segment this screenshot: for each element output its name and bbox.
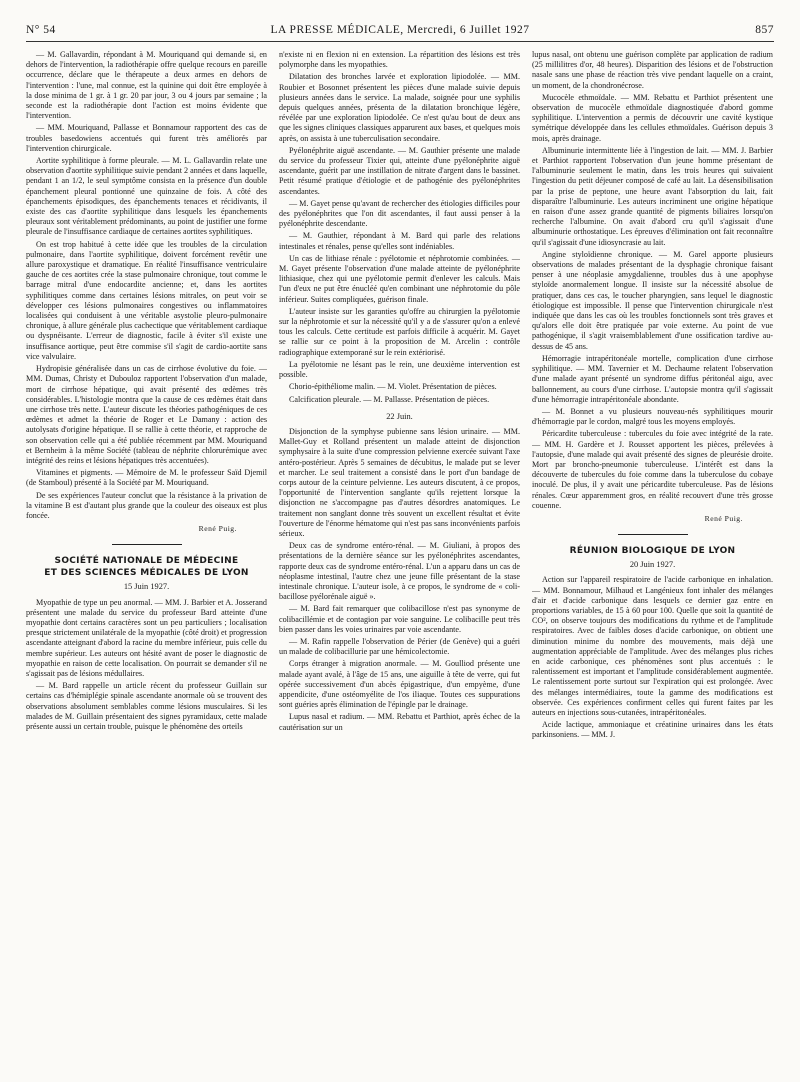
paragraph: Calcification pleurale. — M. Pallasse. Présentation de pièces.	[289, 394, 490, 404]
session-date: 22 Juin.	[386, 411, 413, 421]
section-title-line-2: ET DES SCIENCES MÉDICALES DE LYON	[44, 568, 249, 579]
columns	[26, 50, 774, 1080]
paragraph: Chorio-épithéliome malin. — M. Violet. Présentation de pièces.	[289, 382, 497, 392]
section-date: 20 Juin 1927.	[629, 560, 676, 570]
paragraph: — MM. Mouriquand, Pallasse et Bonnamour rapportent des cas de troubles basedowiens accentués qui furent très améliorés par l'intervention chirurgicale.	[26, 123, 267, 153]
paragraph: De ses expériences l'auteur conclut que la résistance à la privation de la vitamine B est d'autant plus grande que la couleur des oiseaux est plus foncée.	[26, 490, 267, 520]
paragraph: lupus nasal, ont obtenu une guérison complète par application de radium (25 millilitres d'or, 48 heures). Disparition des lésions et de l'obstruction nasale sans une phase de réaction très vive pendant laquelle on a craint, un moment, de la chondronécrose.	[532, 50, 773, 90]
paragraph: — M. Bard rappelle un article récent du professeur Guillain sur certains cas d'hémiplégie spinale ascendante anormale où se trouvent des observations absolument semblables comme lésions musculaires. Si les malades de M. Guillain présentaient des signes pyramidaux, cette malade présente aussi un certain trouble, puisque le phénomène des orteils	[26, 681, 267, 731]
paragraph: — M. Bonnet a vu plusieurs nouveau-nés syphilitiques mourir d'hémorragie par le cordon, malgré tous les moyens employés.	[532, 406, 773, 427]
section-divider	[112, 544, 182, 545]
paragraph: Péricardite tuberculeuse : tubercules du foie avec intégrité de la rate. — MM. H. Gardère et J. Rousset apportent les pièces, prélevées à l'autopsie, d'une malade qui avait présenté des signes de pleurésie droite. Mort par broncho-pneumonie tuberculeuse. L'intérêt est dans la découverte de tubercules du foie comme dans la tuberculose du cobaye inoculé. De plus, il y avait une péricardite tuberculeuse. Pas de lésions rénales. Cœur apparemment gros, en réalité recouvert d'une très grosse couenne.	[532, 429, 773, 510]
paragraph: Action sur l'appareil respiratoire de l'acide carbonique en inhalation. — MM. Bonnamour, Milhaud et Langénieux font inhaler des mélanges d'air et d'acide carbonique dans lesquels ce dernier gaz entre en proportions variables, de 15 à 60 pour 100. Quelle que soit la quantité de CO², on observe toujours des modifications du rythme et de l'amplitude respiratoires. Avec de faibles doses d'acide carbonique, on obtient une diminution minime du nombre des mouvements, mais déjà une augmentation appréciable de l'amplitude. Avec des mélanges plus riches en acide carbonique, ces phénomènes sont plus accentués : le ralentissement est important et l'amplitude considérablement augmentée. Le ralentissement porte surtout sur l'expiration qui est prolongée. Avec des mélanges intermédiaires, toute la gamme des modifications est observée. Ces expériences confirment celles qui furent faites par les auteurs en injections sous-cutanées, intrapéritonéales.	[532, 575, 773, 717]
issue-number: N° 54	[26, 24, 56, 36]
paragraph: Mucocèle ethmoïdale. — MM. Rebattu et Parthiot présentent une observation de mucocèle ethmoïdale diagnostiquée d'abord gomme syphilitique. L'intervention a permis de découvrir une cavité kystique symétrique développée dans les cellules ethmoïdales. Guérison depuis 3 mois, après drainage.	[532, 92, 773, 143]
paragraph: Corps étranger à migration anormale. — M. Goulliod présente une malade ayant avalé, à l'âge de 15 ans, une aiguille à tête de verre, qui fut opérée successivement d'un abcès épigastrique, d'un empyème, d'une appendicite, d'une ostéomyélite de l'os iliaque. Toutes ces suppurations sont guéries après élimination de l'épingle par le drainage.	[279, 659, 520, 710]
column-1	[26, 50, 267, 1080]
paragraph: — M. Gauthier, répondant à M. Bard qui parle des relations intestinales et rénales, pense qu'elles sont indéniables.	[279, 231, 520, 251]
paragraph: Hydropisie généralisée dans un cas de cirrhose évolutive du foie. — MM. Dumas, Christy et Dubouloz rapportent l'observation d'un malade, mort de cirrhose hépatique, qui avait présenté des œdèmes très considérables. L'histologie montra que la cause de ces œdèmes était dans une cirrhose très nette. L'auteur discute les théories pathogéniques de ces œdèmes et admet la théorie de Roger et Le Damany : action des autolysats d'origine hépatique. Il se rallie à cette théorie, et rapproche de son observation celle qui a été publiée récemment par MM. Mouriquand et Bernheim à la même Société (tableau de néphrite chlorurémique avec intégrité des reins et lésions hépatiques très accentuées).	[26, 364, 267, 465]
paragraph: Lupus nasal et radium. — MM. Rebattu et Parthiot, après échec de la cautérisation sur un	[279, 712, 520, 732]
journal-title: LA PRESSE MÉDICALE, Mercredi, 6 Juillet 1927	[270, 24, 530, 36]
page-header	[26, 22, 774, 42]
paragraph: Albuminurie intermittente liée à l'ingestion de lait. — MM. J. Barbier et Parthiot rapportent l'observation d'un jeune homme présentant de l'albuminurie seulement le matin, dans les trois heures qui suivaient l'ingestion du petit déjeuner composé de café au lait. La désensibilisation par la prise de peptone, une heure avant l'absorption du lait, fait disparaître l'albuminurie. Les auteurs incriminent une origine hépatique en raison d'une assez grande quantité de pigments biliaires lorsqu'on recherche l'albumine. On avait d'abord cru qu'il s'agissait d'une albuminurie orthostatique. Les épreuves d'élimination ont fait reconnaître qu'il s'agissait d'une idiosyncrasie au lait.	[532, 145, 773, 247]
paragraph: Dilatation des bronches larvée et exploration lipiodolée. — MM. Roubier et Bosonnet présentent les pièces d'une malade suivie depuis plusieurs années dans le service. La malade, soignée pour une syphilis depuis quelques années, présenta de la dilatation bronchique légère, révélée par une exploration lipiodolée. Ce n'est qu'au bout de deux ans que les signes cliniques classiques apparurent aux bases, et quelques mois après, on assista à une tuberculisation secondaire.	[279, 72, 520, 143]
page-number: 857	[755, 24, 774, 36]
signature: René Puig.	[198, 524, 237, 534]
paragraph: L'auteur insiste sur les garanties qu'offre au chirurgien la pyélotomie sur la néphrotomie et sur la nécessité qu'il y a de s'assurer qu'on a enlevé tous les calculs. Cette certitude est parfois difficile à acquérir. M. Gayet se rallie sur ce point à la proposition de M. Arcelin : contrôle radiographique extemporané sur le rein extériorisé.	[279, 306, 520, 357]
paragraph: Hémorragie intrapéritonéale mortelle, complication d'une cirrhose syphilitique. — MM. Tavernier et M. Dechaume relatent l'observation d'une malade ayant présenté un syndrome diffus péritonéal aigu, avec ballonnement, au cours d'une cirrhose. L'autopsie montra qu'il s'agissait d'une hémorragie intrapéritonéale abondante.	[532, 353, 773, 404]
paragraph: — M. Bard fait remarquer que colibacillose n'est pas synonyme de colibacillémie et de contagion par voie sanguine. Le colibacille peut très bien passer dans les voies urinaires par voie ascendante.	[279, 604, 520, 634]
signature: René Puig.	[704, 513, 743, 523]
paragraph: — M. Rafin rappelle l'observation de Périer (de Genève) qui a guéri un malade de colibacillurie par une hémicolectomie.	[279, 636, 520, 657]
paragraph: Acide lactique, ammoniaque et créatinine urinaires dans les états parkinsoniens. — MM. J.	[532, 720, 773, 740]
paragraph: Aortite syphilitique à forme pleurale. — M. L. Gallavardin relate une observation d'aortite syphilitique suivie pendant 2 années et dans laquelle, pendant 1 an 1/2, le seul symptôme consista en la présence d'un double épanchement pleural pontionné une quinzaine de fois. A côté des épanchements épisodiques, des épanchements tenaces et récidivants, il existe des cas d'aortite syphilitique dans lesquels les épanchements pleuraux sont véritablement prédominants, au point de justifier une forme pleurale de l'insuffisance cardiaque de certaines aortites syphilitiques.	[26, 156, 267, 237]
section-title	[26, 555, 267, 579]
paragraph: — M. Gayet pense qu'avant de rechercher des étiologies difficiles pour des pyélonéphrites que l'on dit ascendantes, il faut aussi penser à la pyélonéphrite descendante.	[279, 198, 520, 229]
paragraph: Pyélonéphrite aiguë ascendante. — M. Gauthier présente une malade du service du professeur Tixier qui, atteinte d'une pyélonéphrite aiguë ascendante, guérit par une instillation de nitrate d'argent dans le bassinet. Petit résumé pratique d'étiologie et de pathogénie des pyélonéphrites ascendantes.	[279, 145, 520, 196]
paragraph: Deux cas de syndrome entéro-rénal. — M. Giuliani, à propos des présentations de la dernière séance sur les pyélonéphrites ascendantes, rapporte deux cas de syndrome entéro-rénal. L'un a apparu dans un cas de néoplasme intestinal, l'autre chez une jeune fille présentant de la stase intestinale chronique. L'auteur isole, à ce propos, le syndrome de « coli-bacillose pyélorénale aiguë ».	[279, 541, 520, 602]
column-3	[532, 50, 773, 1080]
section-title-line-1: SOCIÉTÉ NATIONALE DE MÉDECINE	[54, 556, 239, 567]
column-2	[279, 50, 520, 1080]
paragraph: La pyélotomie ne lésant pas le rein, une deuxième intervention est possible.	[279, 359, 520, 380]
paragraph: Disjonction de la symphyse pubienne sans lésion urinaire. — MM. Mallet-Guy et Rolland présentent un malade atteint de disjonction symphysaire à la suite d'une compression pelvienne exercée suivant l'axe antéro-postérieur. Après 5 semaines de décubitus, le malade put se lever et marcher. Le seul traitement a consisté dans le port d'un bandage de corps autour de la ceinture pelvienne. Les auteurs discutent, à ce propos, l'opportunité de l'intervention sanglante qu'ils rejettent lorsque la disjonction ne s'accompagne pas d'autres désordres anatomiques. Le traitement non sanglant donne très souvent un excellent résultat et évite l'ouverture de l'énorme hématome qui n'est pas sans inconvénients parfois sérieux.	[279, 426, 520, 538]
section-title: RÉUNION BIOLOGIQUE DE LYON	[569, 546, 736, 557]
paragraph: Myopathie de type un peu anormal. — MM. J. Barbier et A. Josserand présentent une malade du service du professeur Bard atteinte d'une myopathie dont certains caractères sont un peu particuliers ; localisation presque strictement unilatérale de la myopathie (côté droit) et progression ascendante atteignant d'abord la racine du membre inférieur, puis celle du membre supérieur. Les auteurs ont hésité avant de poser le diagnostic de myopathie en raison de cette localisation. On pourrait se demander s'il ne s'agissait pas de lésions médullaires.	[26, 597, 267, 678]
section-date: 15 Juin 1927.	[123, 582, 170, 592]
paragraph: Un cas de lithiase rénale : pyélotomie et néphrotomie combinées. — M. Gayet présente l'observation d'une malade atteinte de pyélonéphrite lithiasique, chez qui une pyélotomie permit d'enlever les calculs. Mais l'un d'eux ne put être énucléé qu'en combinant une néphrotomie du pôle inférieur. Suites compliquées, guérison finale.	[279, 253, 520, 304]
paragraph: n'existe ni en flexion ni en extension. La répartition des lésions est très polymorphe dans les myopathies.	[279, 50, 520, 70]
paragraph: — M. Gallavardin, répondant à M. Mouriquand qui demande si, en dehors de l'intervention, la radiothérapie offre quelque recours en pareille occurrence, déclare que le thérapeute a deux armes en dehors de l'intervention : l'une, mal connue, est la quinine qui doit être employée à la dose minima de 1 gr. à 1 gr. 20 par jour, 3 ou 4 jours par semaine ; la seconde est la radiothérapie dont l'action est moins évidente que l'intervention.	[26, 50, 267, 121]
section-divider	[618, 534, 688, 535]
paragraph: Vitamines et pigments. — Mémoire de M. le professeur Saïd Djemil (de Stamboul) présenté à la Société par M. Mouriquand.	[26, 468, 267, 488]
paragraph: Angine styloïdienne chronique. — M. Garel apporte plusieurs observations de malades présentant de la dysphagie chronique faisant penser à une néoplasie amygdalienne, troubles dus à une apophyse styloïde anormalement longue. Il insiste sur la nécessité absolue de pratiquer, dans ces cas, le toucher pharyngien, sans lequel le diagnostic étiologique est impossible. Il pense que l'intervention chirurgicale n'est indiquée que dans les cas où les troubles fonctionnels sont très graves et qu'alors elle doit être pratiquée par voie externe. Au point de vue pathogénique, il s'agit vraisemblablement d'une ossification tardive au-dessus de 45 ans.	[532, 249, 773, 351]
paragraph: On est trop habitué à cette idée que les troubles de la circulation pulmonaire, dans l'aortite syphilitique, doivent forcément revêtir une allure paroxystique et dramatique. En réalité l'insuffisance ventriculaire gauche de ces aortites crée la stase pulmonaire chronique, tout comme le barrage mitral d'une endocardite ancienne; et, dans les aortites syphilitiques comme dans certaines lésions mitrales, on peut voir se développer ces lésions pulmonaires congestives ou inflammatoires localisées qui conduisent à une véritable asystolie pleuro-pulmonaire chronique, à allure générale plus cachectique que véritablement cardiaque ou dyspnéisante. L'erreur de diagnostic, facile à éviter s'il existe une insuffisance aortique, peut être commise s'il s'agit de cardio-aortite sans vice valvulaire.	[26, 239, 267, 361]
